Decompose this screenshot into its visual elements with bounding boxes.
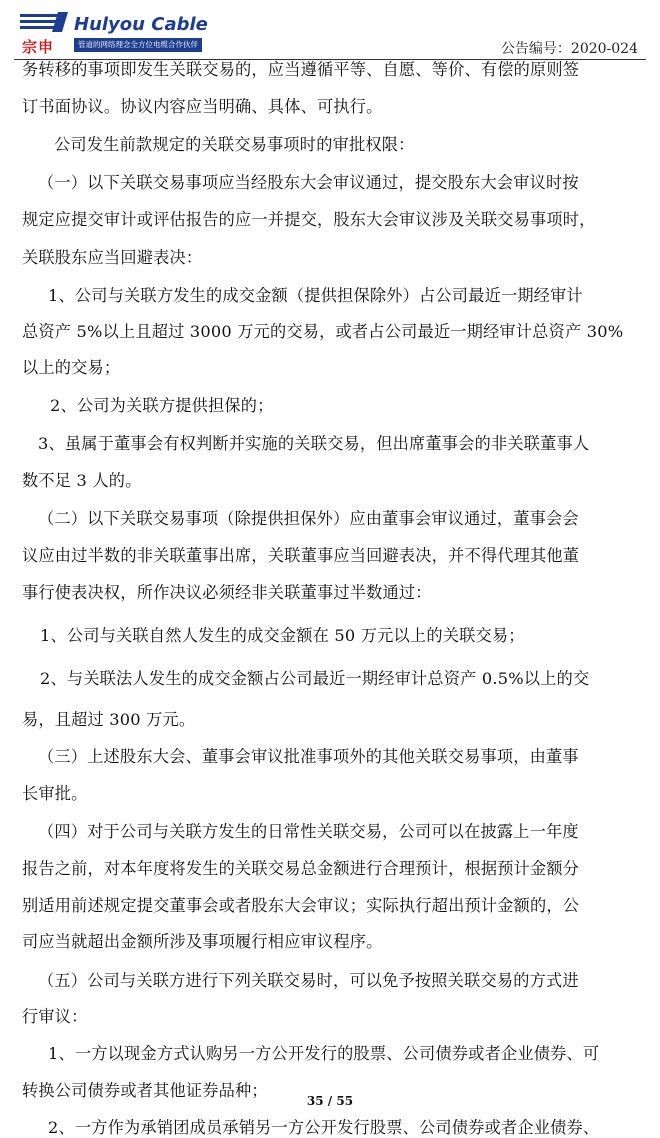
text-line: 行审议： — [22, 1007, 88, 1026]
text-line: 议应由过半数的非关联董事出席，关联董事应当回避表决，并不得代理其他董 — [22, 546, 580, 565]
page-header — [0, 0, 660, 60]
text-line: 2、一方作为承销团成员承销另一方公开发行股票、公司债券或者企业债券、 — [48, 1118, 600, 1137]
text-line: 规定应提交审计或评估报告的应一并提交，股东大会审议涉及关联交易事项时， — [22, 210, 596, 229]
text-line: 3、虽属于董事会有权判断并实施的关联交易，但出席董事会的非关联董事人 — [38, 434, 590, 453]
text-line: 1、公司与关联自然人发生的成交金额在 50 万元以上的关联交易； — [40, 626, 525, 645]
text-line: 以上的交易； — [22, 358, 121, 377]
text-line: （一）以下关联交易事项应当经股东大会审议通过，提交股东大会审议时按 — [38, 173, 579, 192]
text-line: 总资产 5%以上且超过 3000 万元的交易，或者占公司最近一期经审计总资产 30% — [22, 322, 624, 341]
text-line: （二）以下关联交易事项（除提供担保外）应由董事会审议通过，董事会会 — [38, 509, 579, 528]
text-line: 易，且超过 300 万元。 — [22, 710, 196, 729]
text-line: 转换公司债券或者其他证券品种； — [22, 1081, 268, 1100]
text-line: （五）公司与关联方进行下列关联交易时，可以免予按照关联交易的方式进 — [38, 971, 579, 990]
text-line: 别适用前述规定提交董事会或者股东大会审议；实际执行超出预计金额的，公 — [22, 896, 580, 915]
text-line: 事行使表决权，所作决议必须经非关联董事过半数通过： — [22, 583, 432, 602]
logo-en-text: Hulyou Cable — [74, 14, 208, 35]
text-line: 司应当就超出金额所涉及事项履行相应审议程序。 — [22, 932, 383, 951]
text-line: 公司发生前款规定的关联交易事项时的审批权限： — [54, 135, 415, 154]
text-line: 长审批。 — [22, 784, 88, 803]
text-line: 关联股东应当回避表决： — [22, 248, 203, 267]
text-line: （四）对于公司与关联方发生的日常性关联交易，公司可以在披露上一年度 — [38, 822, 579, 841]
text-line: 务转移的事项即发生关联交易的，应当遵循平等、自愿、等价、有偿的原则签 — [22, 60, 580, 79]
text-line: 2、与关联法人发生的成交金额占公司最近一期经审计总资产 0.5%以上的交 — [40, 669, 590, 688]
page-number: 35 / 55 — [306, 1094, 354, 1108]
text-line: （三）上述股东大会、董事会审议批准事项外的其他关联交易事项，由董事 — [38, 747, 579, 766]
announcement-number: 公告编号：2020-024 — [500, 41, 638, 57]
text-line: 订书面协议。协议内容应当明确、具体、可执行。 — [22, 97, 383, 116]
text-line: 数不足 3 人的。 — [22, 471, 142, 490]
text-line: 报告之前，对本年度将发生的关联交易总金额进行合理预计，根据预计金额分 — [22, 859, 580, 878]
company-logo — [18, 10, 208, 54]
text-line: 1、公司与关联方发生的成交金额（提供担保除外）占公司最近一期经审计 — [48, 286, 583, 305]
text-line: 1、一方以现金方式认购另一方公开发行的股票、公司债券或者企业债券、可 — [48, 1044, 600, 1063]
logo-cn-text: 宗申 — [22, 38, 55, 56]
logo-slogan: 管道的网络理念全方位电缆合作伙伴 — [74, 38, 202, 52]
text-line: 2、公司为关联方提供担保的； — [50, 396, 274, 415]
